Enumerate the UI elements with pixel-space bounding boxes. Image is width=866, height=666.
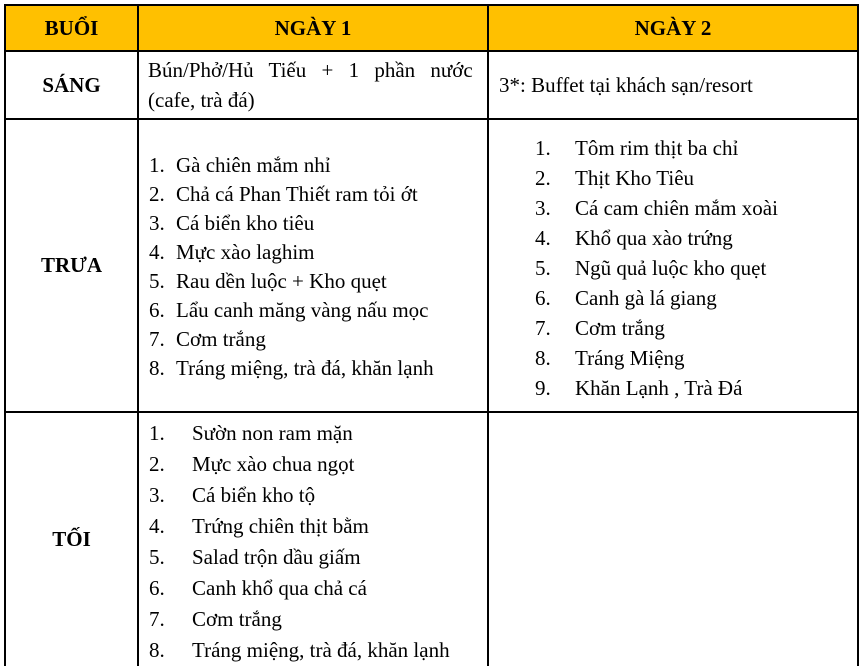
breakfast-day1-cell	[138, 51, 488, 119]
list-item	[149, 151, 487, 180]
list-item	[149, 449, 487, 480]
list-item	[149, 180, 487, 209]
list-item-text: Tráng Miệng	[575, 346, 685, 370]
list-item-number: 4.	[535, 226, 551, 250]
row-breakfast	[5, 51, 858, 119]
list-item-number: 6.	[149, 576, 165, 600]
list-item-text: Cá cam chiên mắm xoài	[575, 196, 778, 220]
list-item	[535, 373, 857, 403]
list-item-number: 2.	[149, 452, 165, 476]
list-item	[149, 604, 487, 635]
header-session: BUỔI	[5, 5, 138, 51]
list-item-text: Khổ qua xào trứng	[575, 226, 733, 250]
row-dinner	[5, 412, 858, 666]
list-item	[149, 511, 487, 542]
list-item-text: Thịt Kho Tiêu	[575, 166, 695, 190]
list-item	[149, 480, 487, 511]
list-item-number: 4.	[149, 514, 165, 538]
dinner-day1-list	[139, 413, 487, 666]
session-label-toi: TỐI	[5, 412, 138, 666]
row-lunch	[5, 119, 858, 412]
breakfast-day2-text: 3*: Buffet tại khách sạn/resort	[499, 72, 753, 97]
list-item-text: Trứng chiên thịt bằm	[192, 514, 369, 538]
list-item-text: Chả cá Phan Thiết ram tỏi ớt	[176, 182, 418, 206]
list-item	[535, 283, 857, 313]
list-item-text: Cá biển kho tiêu	[176, 211, 315, 235]
list-item	[535, 163, 857, 193]
list-item-number: 2.	[535, 166, 551, 190]
list-item-text: Rau dền luộc + Kho quẹt	[176, 269, 387, 293]
list-item-number: 3.	[149, 211, 165, 235]
list-item-number: 5.	[149, 545, 165, 569]
list-item-number: 8.	[535, 346, 551, 370]
list-item-number: 1.	[149, 421, 165, 445]
list-item-number: 8.	[149, 356, 165, 380]
dinner-day2-cell	[488, 412, 858, 666]
list-item	[149, 418, 487, 449]
list-item-text: Khăn Lạnh , Trà Đá	[575, 376, 743, 400]
list-item	[149, 573, 487, 604]
list-item	[149, 354, 487, 383]
list-item	[535, 343, 857, 373]
list-item	[149, 635, 487, 666]
list-item	[535, 223, 857, 253]
list-item-text: Tráng miệng, trà đá, khăn lạnh	[176, 356, 434, 380]
list-item-text: Cá biển kho tộ	[192, 483, 316, 507]
session-label-sang: SÁNG	[5, 51, 138, 119]
header-day2: NGÀY 2	[488, 5, 858, 51]
list-item-number: 7.	[149, 607, 165, 631]
list-item-number: 1.	[535, 136, 551, 160]
menu-table	[4, 4, 859, 666]
dinner-day1-cell	[138, 412, 488, 666]
list-item-number: 3.	[149, 483, 165, 507]
lunch-day2-list	[489, 128, 857, 403]
list-item	[149, 267, 487, 296]
lunch-day1-cell	[138, 119, 488, 412]
list-item	[149, 209, 487, 238]
breakfast-day1-line2: (cafe, trà đá)	[148, 88, 255, 112]
list-item-text: Mực xào chua ngọt	[192, 452, 355, 476]
list-item-text: Sườn non ram mặn	[192, 421, 353, 445]
list-item-text: Cơm trắng	[192, 607, 282, 631]
table-header-row	[5, 5, 858, 51]
list-item-number: 6.	[535, 286, 551, 310]
list-item-number: 5.	[535, 256, 551, 280]
list-item-text: Canh gà lá giang	[575, 286, 717, 310]
list-item-text: Mực xào laghim	[176, 240, 315, 264]
list-item-number: 1.	[149, 153, 165, 177]
list-item-text: Lẩu canh măng vàng nấu mọc	[176, 298, 429, 322]
list-item-text: Cơm trắng	[575, 316, 665, 340]
list-item	[149, 296, 487, 325]
breakfast-day1-line1: Bún/Phở/Hủ Tiếu + 1 phần nước	[148, 58, 473, 82]
list-item	[535, 193, 857, 223]
lunch-day1-list	[139, 148, 487, 383]
list-item-text: Tôm rim thịt ba chỉ	[575, 136, 739, 160]
session-label-trua: TRƯA	[5, 119, 138, 412]
list-item-text: Tráng miệng, trà đá, khăn lạnh	[192, 638, 450, 662]
list-item-number: 2.	[149, 182, 165, 206]
list-item-number: 7.	[149, 327, 165, 351]
list-item	[535, 133, 857, 163]
list-item-number: 6.	[149, 298, 165, 322]
list-item-number: 7.	[535, 316, 551, 340]
list-item-text: Ngũ quả luộc kho quẹt	[575, 256, 767, 280]
list-item-number: 3.	[535, 196, 551, 220]
list-item-text: Gà chiên mắm nhỉ	[176, 153, 331, 177]
list-item	[535, 253, 857, 283]
list-item	[535, 313, 857, 343]
list-item-number: 5.	[149, 269, 165, 293]
header-day1: NGÀY 1	[138, 5, 488, 51]
list-item-number: 4.	[149, 240, 165, 264]
list-item-text: Cơm trắng	[176, 327, 266, 351]
lunch-day2-cell	[488, 119, 858, 412]
breakfast-day2-cell	[488, 51, 858, 119]
dinner-day2-list	[489, 538, 857, 541]
list-item-text: Salad trộn dầu giấm	[192, 545, 361, 569]
list-item	[149, 238, 487, 267]
list-item-text: Canh khổ qua chả cá	[192, 576, 367, 600]
list-item	[149, 542, 487, 573]
list-item-number: 9.	[535, 376, 551, 400]
list-item-number: 8.	[149, 638, 165, 662]
list-item	[149, 325, 487, 354]
breakfast-day1-text	[139, 52, 487, 118]
